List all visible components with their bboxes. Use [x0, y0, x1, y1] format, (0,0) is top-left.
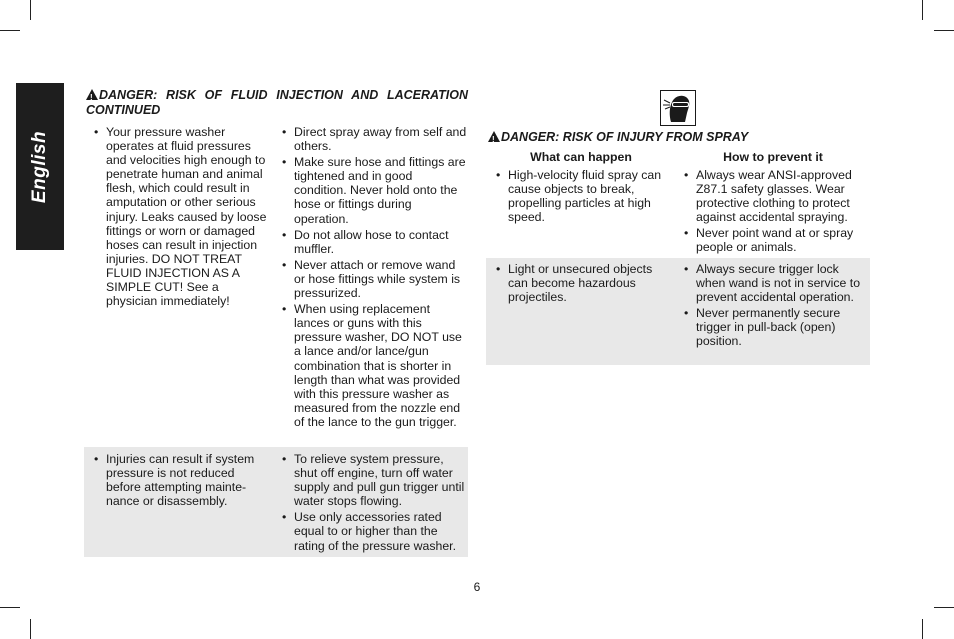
crop-mark — [30, 619, 31, 639]
safety-glasses-graphic — [661, 91, 694, 124]
list-item: • To relieve system pressure, shut off engine, turn off water supply and pull gun trigger until water stops flowing. — [280, 452, 468, 508]
right-row1 — [486, 168, 870, 256]
left-row2-col2 — [280, 452, 468, 555]
list-item: • Always wear ANSI-approved Z87.1 safety glasses. Wear protective clothing to protect against accidental spraying. — [682, 168, 866, 224]
right-row1-col2 — [682, 168, 866, 257]
crop-mark — [922, 619, 923, 639]
left-row1 — [84, 125, 468, 445]
right-heading-text: DANGER: RISK OF INJURY FROM SPRAY — [501, 130, 749, 144]
right-row1-col1 — [494, 168, 674, 226]
what-can-happen-header: What can happen — [530, 150, 632, 164]
left-row1-col2 — [280, 125, 468, 431]
warning-triangle-icon — [86, 89, 98, 100]
right-row2 — [486, 258, 870, 365]
list-item: • When using replacement lances or guns with this pressure washer, DO NOT use a lance and/or lance/gun combination that is shorter in length than what was provided with this pressure washer as measured from the nozzle end of the lance to the gun trigger. — [280, 302, 468, 429]
list-item: • Use only accessories rated equal to or higher than the rating of the pressure washer. — [280, 510, 468, 552]
how-to-prevent-header: How to prevent it — [723, 150, 823, 164]
safety-glasses-icon — [660, 90, 696, 126]
crop-mark — [922, 0, 923, 20]
list-item: • Do not allow hose to contact muffler. — [280, 228, 468, 256]
crop-mark — [30, 0, 31, 20]
crop-mark — [934, 607, 954, 608]
left-danger-heading — [86, 88, 468, 118]
language-tab — [16, 83, 64, 250]
left-row2-col1 — [92, 452, 272, 510]
right-danger-heading — [488, 130, 870, 145]
list-item: • Your pressure washer operates at fluid pressures and velocities high enough to penetrate human and animal flesh, which could result in amputation or other serious injury. Leaks caused by loose fittings or worn or damaged hoses can result in injection injuries. DO NOT TREAT FLUID INJECTION AS A SIMPLE CUT! See a physician immediately! — [92, 125, 272, 308]
crop-mark — [0, 607, 20, 608]
left-heading-line2: CONTINUED — [86, 103, 161, 117]
page-number: 6 — [473, 580, 481, 594]
list-item: • High-velocity fluid spray can cause objects to break, propelling particles at high speed. — [494, 168, 674, 224]
list-item: • Make sure hose and fittings are tightened and in good condition. Never hold onto the hose or fittings during operation. — [280, 155, 468, 225]
right-row2-col2 — [682, 262, 866, 351]
crop-mark — [934, 30, 954, 31]
left-row2 — [84, 447, 468, 557]
right-row2-col1 — [494, 262, 674, 306]
left-row1-col1 — [92, 125, 272, 310]
list-item: • Direct spray away from self and others. — [280, 125, 468, 153]
list-item: • Never attach or remove wand or hose fittings while system is pressurized. — [280, 258, 468, 300]
crop-mark — [0, 30, 20, 31]
warning-triangle-icon — [488, 131, 500, 142]
list-item: • Never point wand at or spray people or animals. — [682, 226, 866, 254]
list-item: • Injuries can result if system pressure is not reduced before attempting mainte-nance or disassembly. — [92, 452, 272, 508]
list-item: • Light or unsecured objects can become hazardous projectiles. — [494, 262, 674, 304]
language-tab-label: English — [29, 130, 50, 203]
list-item: • Always secure trigger lock when wand is not in service to prevent accidental operation. — [682, 262, 866, 304]
list-item: • Never permanently secure trigger in pull-back (open) position. — [682, 306, 866, 348]
left-heading-line1: DANGER: RISK OF FLUID INJECTION AND LACERATION — [99, 88, 468, 102]
